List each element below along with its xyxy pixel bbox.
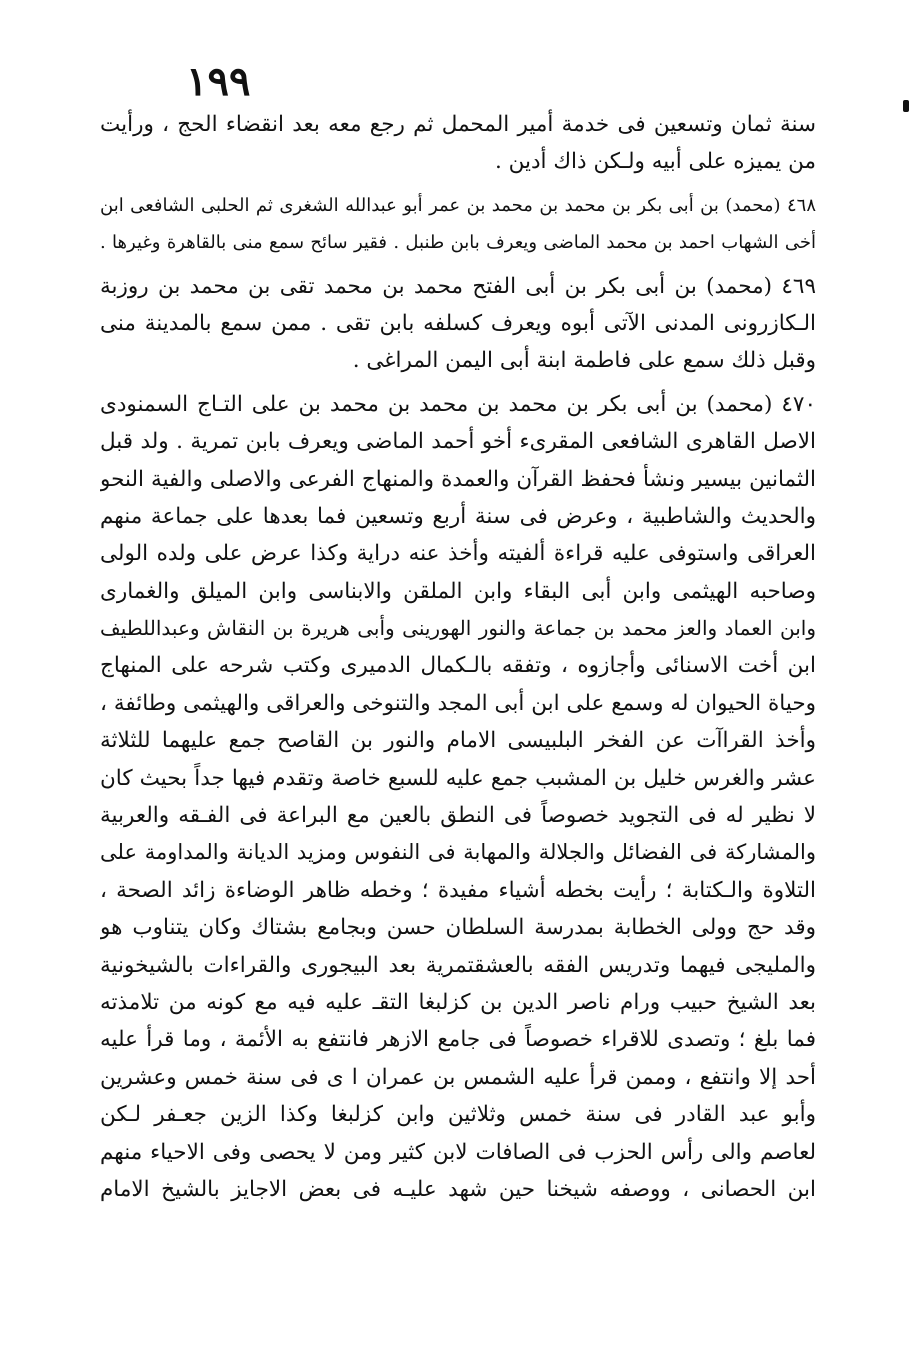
text-line: فما بلغ ؛ وتصدى للاقراء خصوصاً فى جامع الازهر فانتفع به الأئمة ، وما قرأ عليه xyxy=(100,1027,816,1053)
text-line: والمليجى فيهما وتدريس الفقه بالعشقتمرية بعد البيجورى والقراءات بالشيخونية xyxy=(100,952,816,978)
text-line: من يميزه على أبيه ولـكن ذاك أدين . xyxy=(494,149,816,175)
text-line: والحديث والشاطبية ، وعرض فى سنة أربع وتسعين فما بعدها على جماعة منهم xyxy=(100,503,816,529)
text-line: أحد إلا وانتفع ، وممن قرأ عليه الشمس بن عمران ا ى فى سنة خمس وعشرين xyxy=(100,1064,816,1090)
text-line: ابن الحصانى ، ووصفه شيخنا حين شهد عليـه فى بعض الاجايز بالشيخ الامام xyxy=(100,1176,816,1202)
text-line: التلاوة والـكتابة ؛ رأيت بخطه أشياء مفيدة ؛ وخطه ظاهر الوضاءة زائد الصحة ، xyxy=(100,877,816,903)
text-line: وحياة الحيوان له وسمع على ابن أبى المجد والتنوخى والعراقى والهيثمى وطائفة ، xyxy=(100,690,816,716)
text-line: والمشاركة فى الفضائل والجلالة والمهابة فى النفوس ومزيد الديانة والمداومة على xyxy=(100,840,816,865)
text-line: لعاصم والى رأس الحزب فى الصافات لابن كثير ومن لا يحصى وفى الاحياء منهم xyxy=(100,1139,816,1165)
text-line: أخى الشهاب احمد بن محمد الماضى ويعرف بابن طنبل . فقير سائح سمع منى بالقاهرة وغيرها . xyxy=(100,232,816,254)
text-line: لا نظير له فى التجويد خصوصاً فى النطق بالعين مع البراعة فى الفـقه والعربية xyxy=(100,803,816,829)
entry-468-line: ٤٦٨ (محمد) بن أبى بكر بن محمد بن محمد بن عمر أبو عبدالله الشغرى ثم الحلبى الشافعى ابن xyxy=(100,194,816,216)
text-line: عشر والغرس خليل بن المشبب جمع عليه للسبع خاصة وتقدم فيها جداً بحيث كان xyxy=(100,765,816,791)
text-line: الاصل القاهرى الشافعى المقرىء أخو أحمد الماضى ويعرف بابن تمرية . ولد قبل xyxy=(100,429,816,455)
text-line: العراقى واستوفى عليه قراءة ألفيته وأخذ عنه دراية وكذا عرض على ولده الولى xyxy=(100,541,816,567)
text-line: وابن العماد والعز محمد بن جماعة والنور الهورينى وأبى هريرة بن النقاش وعبداللطيف xyxy=(100,616,816,641)
text-line: الـكازرونى المدنى الآتى أبوه ويعرف كسلفه بابن تقى . ممن سمع بالمدينة منى xyxy=(100,310,816,336)
text-body xyxy=(100,106,816,1208)
text-line: ابن أخت الاسنائى وأجازوه ، وتفقه بالـكمال الدميرى وكتب شرحه على المنهاج xyxy=(100,653,816,679)
text-line: وصاحبه الهيثمى وابن أبى البقاء وابن الملقن والابناسى وابن الميلق والغمارى xyxy=(100,578,816,604)
entry-469-line: ٤٦٩ (محمد) بن أبى بكر بن أبى الفتح محمد بن محمد تقى بن محمد بن روزبة xyxy=(100,273,816,299)
text-line: بعد الشيخ حبيب ورام ناصر الدين بن كزلبغا التقـ عليه فيه مع كونه من تلامذته xyxy=(100,989,816,1015)
text-line: وأخذ القراآت عن الفخر البلبيسى الامام والنور بن القاصح جمع عليهما للثلاثة xyxy=(100,728,816,754)
text-line: سنة ثمان وتسعين فى خدمة أمير المحمل ثم رجع معه بعد انقضاء الحج ، ورأيت xyxy=(100,112,816,137)
entry-470-line: ٤٧٠ (محمد) بن أبى بكر بن محمد بن محمد بن محمد بن على التـاج السمنودى xyxy=(100,391,816,417)
text-line: وأبو عبد القادر فى سنة خمس وثلاثين وابن كزلبغا وكذا الزين جعـفر لـكن xyxy=(100,1102,816,1128)
text-line: الثمانين بيسير ونشأ فحفظ القرآن والعمدة والمنهاج الفرعى والاصلى والفية النحو xyxy=(100,466,816,492)
margin-mark xyxy=(903,100,909,112)
page-number: ١٩٩ xyxy=(186,58,251,105)
text-line: وقبل ذلك سمع على فاطمة ابنة أبى اليمن المراغى . xyxy=(352,348,816,374)
text-line: وقد حج وولى الخطابة بمدرسة السلطان حسن وبجامع بشتاك وكان يتناوب هو xyxy=(100,915,816,941)
